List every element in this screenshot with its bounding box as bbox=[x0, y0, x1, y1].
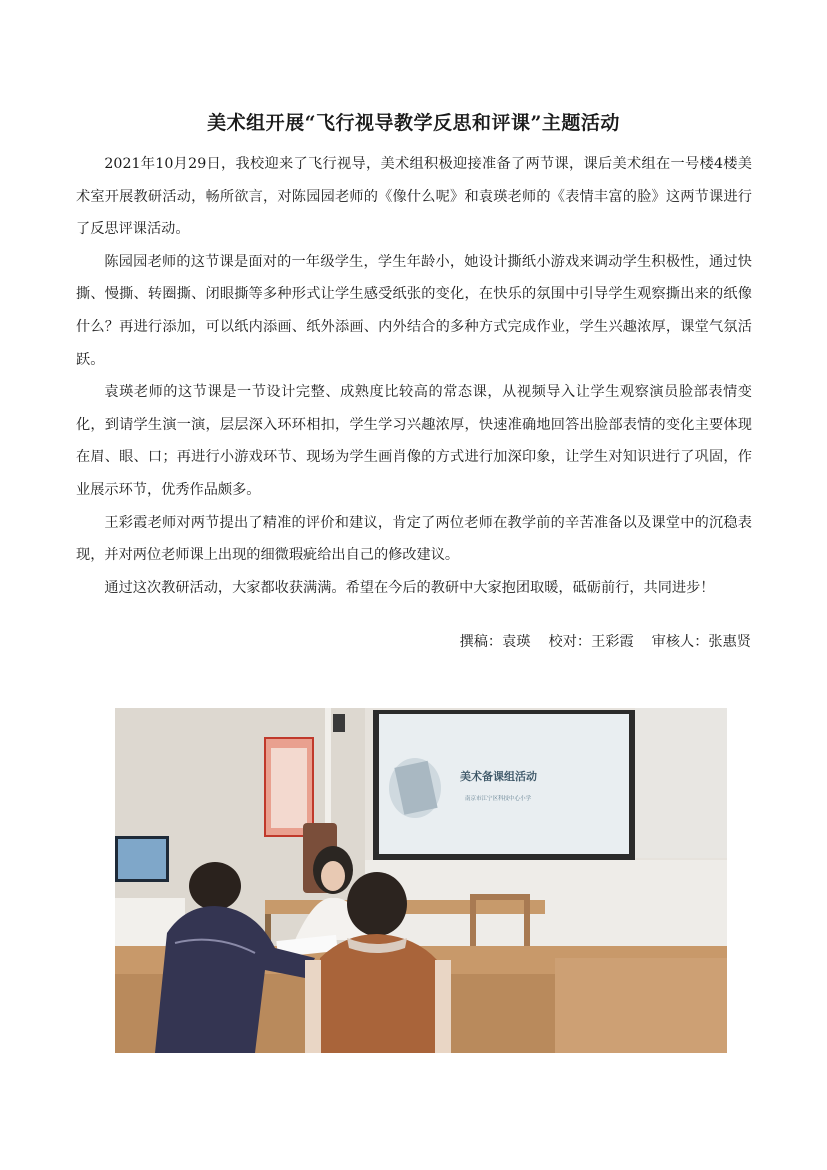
paragraph-2: 陈园园老师的这节课是面对的一年级学生，学生年龄小，她设计撕纸小游戏来调动学生积极性，通过快撕、慢撕、转圈撕、闭眼撕等多种形式让学生感受纸张的变化，在快乐的氛围中引导学生观察撕出来的纸像什么？再进行添加，可以纸内添画、纸外添画、内外结合的多种方式完成作业，学生兴趣浓厚，课堂气氛活跃。 bbox=[76, 253, 752, 368]
paragraph-1: 2021年10月29日，我校迎来了飞行视导，美术组积极迎接准备了两节课，课后美术组在一号楼4楼美术室开展教研活动，畅所欲言，对陈园园老师的《像什么呢》和袁瑛老师的《表情丰富的脸》这两节课进行了反思评课活动。 bbox=[76, 156, 752, 238]
byline: 撰稿：袁瑛 校对：王彩霞 审核人：张惠贤 bbox=[459, 634, 751, 650]
paragraph-4: 王彩霞老师对两节提出了精准的评价和建议，肯定了两位老师在教学前的辛苦准备以及课堂中的沉稳表现，并对两位老师课上出现的细微瑕疵给出自己的修改建议。 bbox=[76, 514, 752, 564]
paragraph-3: 袁瑛老师的这节课是一节设计完整、成熟度比较高的常态课，从视频导入让学生观察演员脸部表情变化，到请学生演一演，层层深入环环相扣，学生学习兴趣浓厚，快速准确地回答出脸部表情的变化主要体现在眉、眼、口；再进行小游戏环节、现场为学生画肖像的方式进行加深印象，让学生对知识进行了巩固，作业展示环节，优秀作品颇多。 bbox=[76, 384, 752, 498]
activity-photo bbox=[115, 708, 727, 1053]
activity-photo-illustration bbox=[115, 708, 727, 1053]
paragraph-5: 通过这次教研活动，大家都收获满满。希望在今后的教研中大家抱团取暖，砥砺前行，共同进步！ bbox=[104, 579, 715, 596]
article-title: 美术组开展“飞行视导教学反思和评课”主题活动 bbox=[207, 112, 620, 134]
slide-title: 美术备课组活动 bbox=[460, 770, 537, 783]
slide-subtitle: 南京市江宁区科技中心小学 bbox=[465, 796, 532, 802]
article-body bbox=[76, 148, 752, 604]
